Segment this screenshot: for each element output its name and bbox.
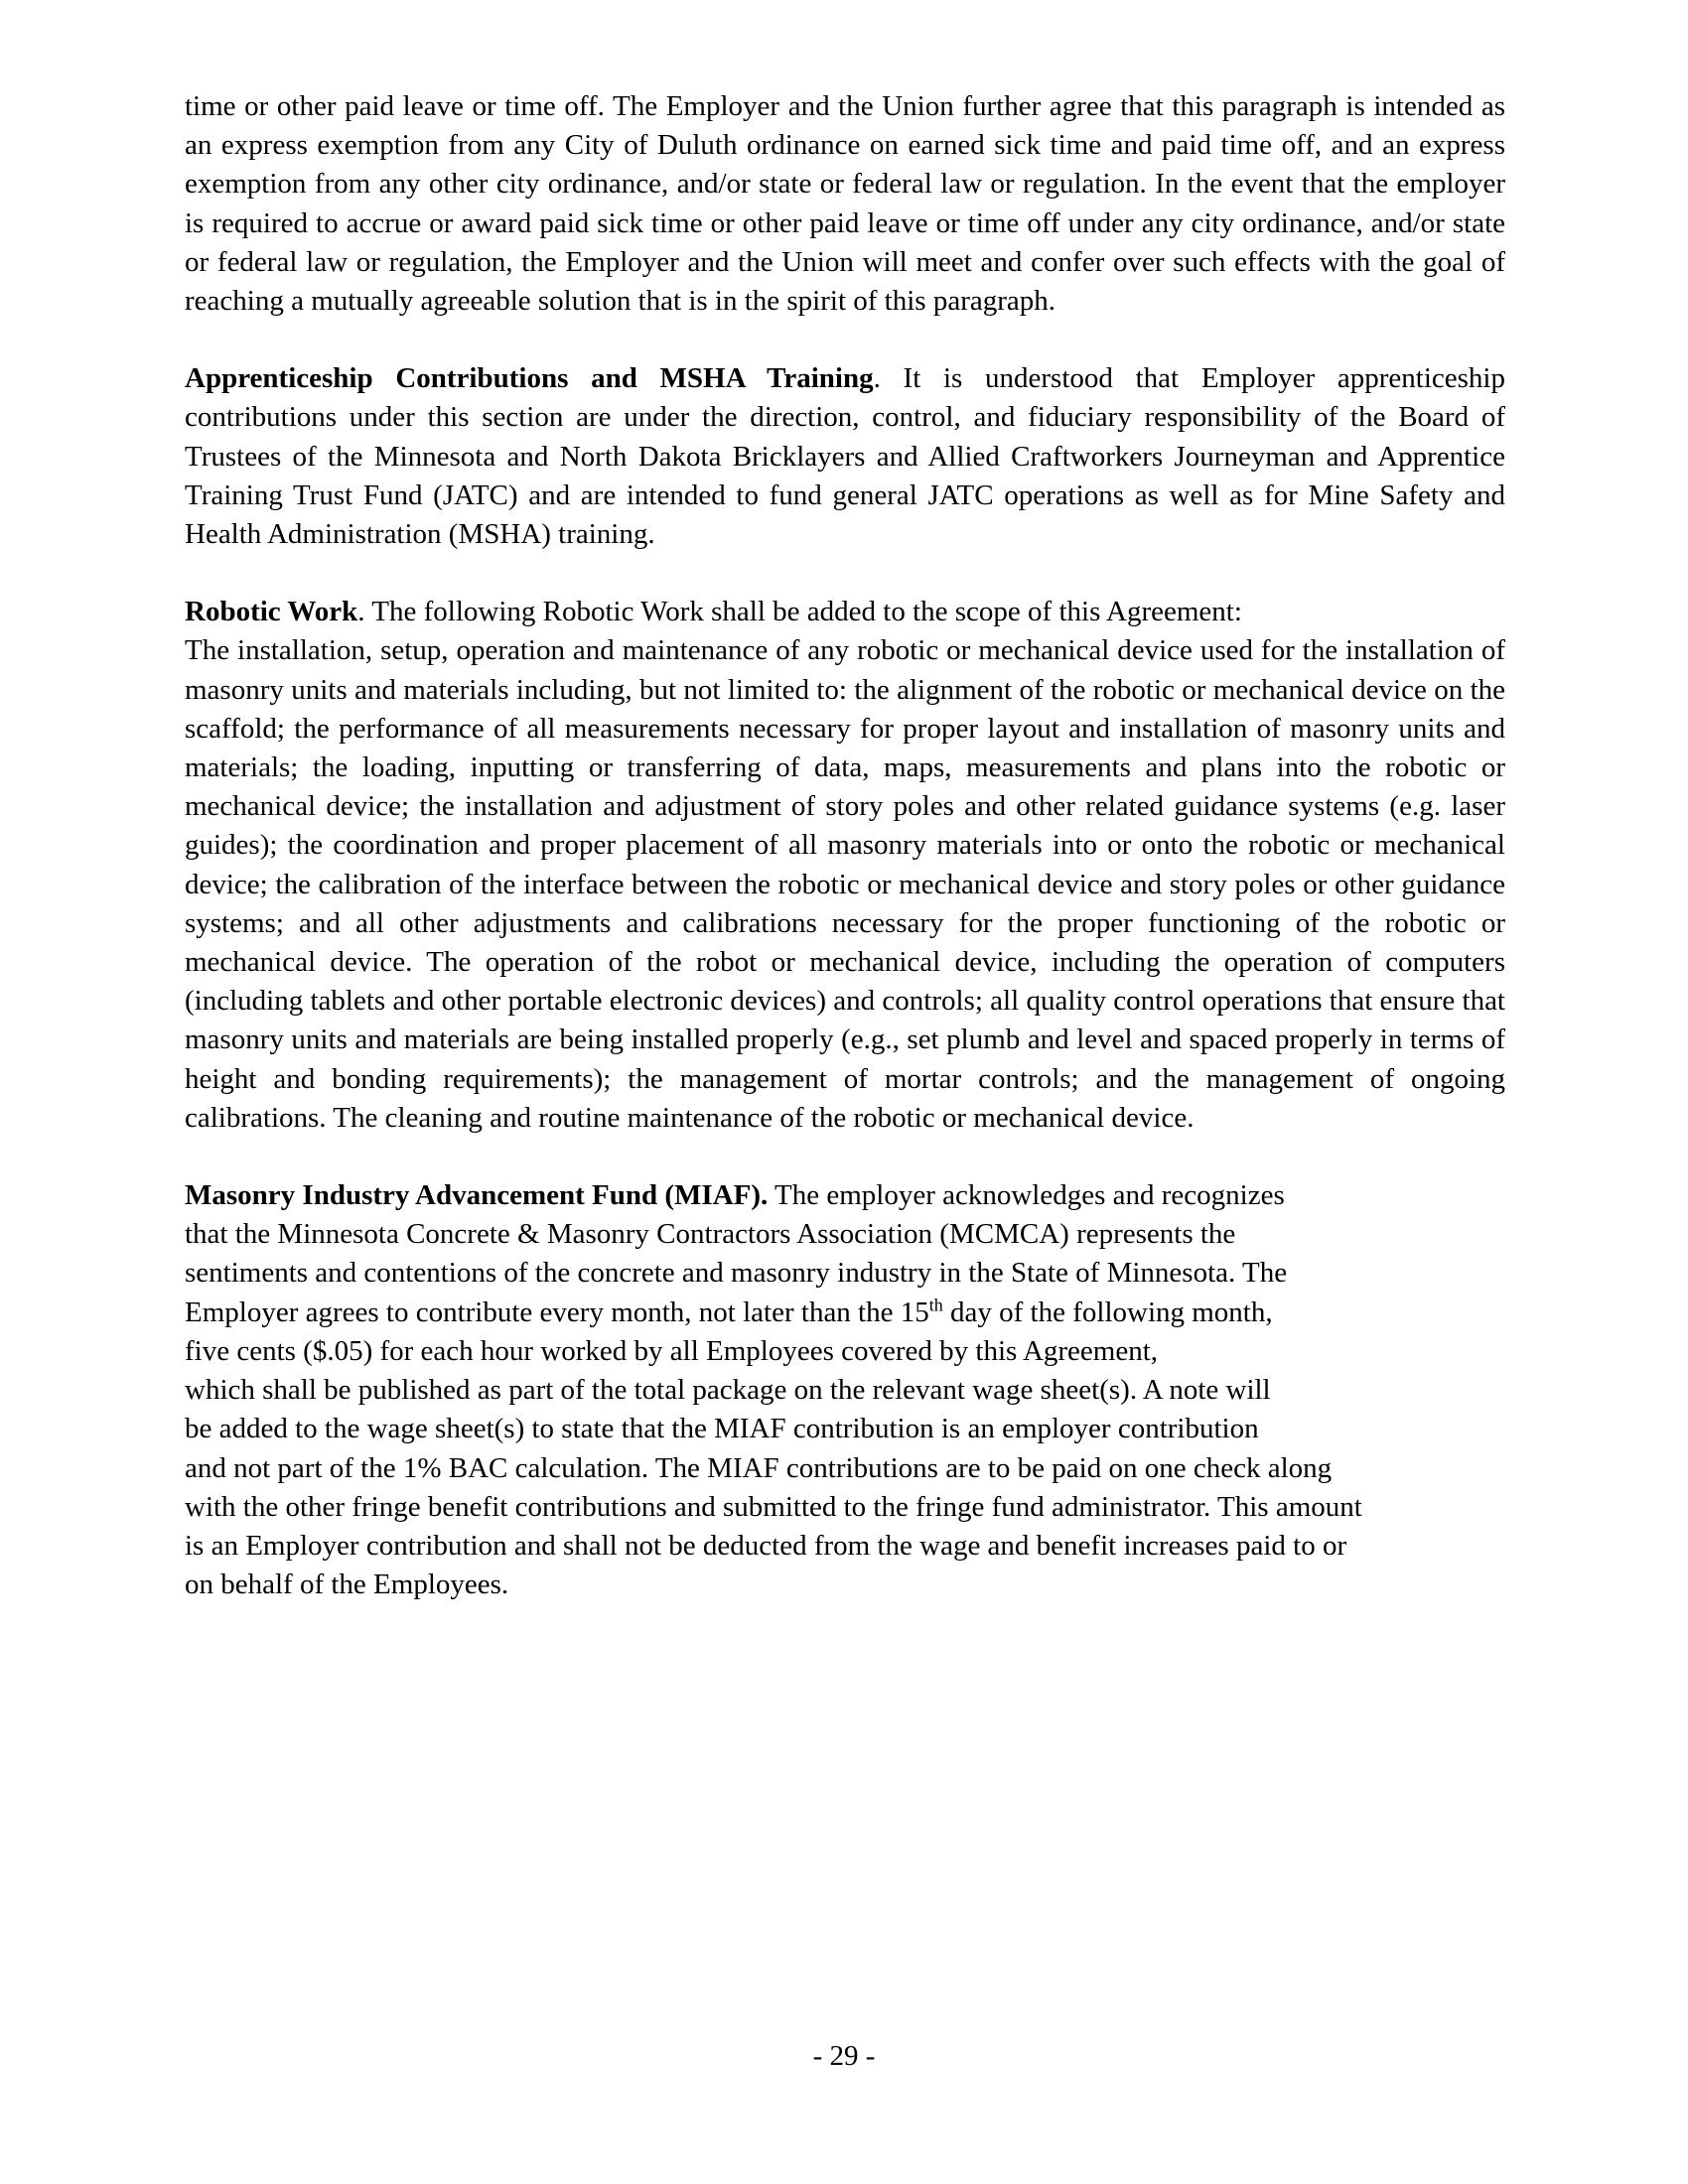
paragraph-line: which shall be published as part of the total package on the relevant wage sheet(s). A note will: [185, 1374, 1271, 1407]
paragraph-line: on behalf of the Employees.: [185, 1569, 509, 1601]
paragraph-intro-text: . The following Robotic Work shall be added to the scope of this Agreement:: [357, 596, 1242, 628]
paragraph-paid-leave: [185, 87, 1505, 321]
page-body: [185, 87, 1505, 1643]
section-heading-robotic-work: Robotic Work: [185, 596, 358, 628]
page-number: - 29 -: [812, 2040, 876, 2072]
section-heading-miaf: Masonry Industry Advancement Fund (MIAF).: [185, 1179, 769, 1212]
paragraph-line: be added to the wage sheet(s) to state that the MIAF contribution is an employer contribution: [185, 1413, 1259, 1445]
ordinal-superscript: th: [928, 1295, 943, 1315]
robotic-work-intro-line: [185, 593, 1505, 631]
paragraph-text: . It is understood that Employer apprenticeship contributions under this section are under the direction, control, and fiduciary responsibility of the Board of Trustees of the Minnesota and North Dakota Bricklayers and Allied Craftworkers Journeyman and Apprentice Training Trust Fund (JATC) and are intended to fund general JATC operations as well as for Mine Safety and Health Administration (MSHA) training.: [185, 362, 1505, 551]
paragraph-apprenticeship: [185, 359, 1505, 554]
paragraph-line: day of the following month,: [942, 1296, 1273, 1328]
paragraph-line: with the other fringe benefit contributions and submitted to the fringe fund administrator. This amount: [185, 1490, 1362, 1523]
paragraph-line: that the Minnesota Concrete & Masonry Contractors Association (MCMCA) represents the: [185, 1218, 1236, 1251]
paragraph-robotic-work: [185, 593, 1505, 1138]
paragraph-line: Employer agrees to contribute every month, not later than the 15: [185, 1296, 929, 1328]
paragraph-line: and not part of the 1% BAC calculation. The MIAF contributions are to be paid on one check along: [185, 1451, 1333, 1484]
paragraph-text: The installation, setup, operation and maintenance of any robotic or mechanical device used for the installation of masonry units and materials including, but not limited to: the alignment of the robotic or mechanical device on the scaffold; the performance of all measurements necessary for proper layout and installation of masonry units and materials; the loading, inputting or transferring of data, maps, measurements and plans into the robotic or mechanical device; the installation and adjustment of story poles and other related guidance systems (e.g. laser guides); the coordination and proper placement of all masonry materials into or onto the robotic or mechanical device; the calibration of the interface between the robotic or mechanical device and story poles or other guidance systems; and all other adjustments and calibrations necessary for the proper functioning of the robotic or mechanical device. The operation of the robot or mechanical device, including the operation of computers (including tablets and other portable electronic devices) and controls; all quality control operations that ensure that masonry units and materials are being installed properly (e.g., set plumb and level and spaced properly in terms of height and bonding requirements); the management of mortar controls; and the management of ongoing calibrations. The cleaning and routine maintenance of the robotic or mechanical device.: [185, 634, 1505, 1134]
paragraph-line: is an Employer contribution and shall not be deducted from the wage and benefit increases paid to or: [185, 1529, 1347, 1562]
paragraph-text: time or other paid leave or time off. The Employer and the Union further agree that this paragraph is intended as an express exemption from any City of Duluth ordinance on earned sick time and paid time off, and an express exemption from any other city ordinance, and/or state or federal law or regulation. In the event that the employer is required to accrue or award paid sick time or other paid leave or time off under any city ordinance, and/or state or federal law or regulation, the Employer and the Union will meet and confer over such effects with the goal of reaching a mutually agreeable solution that is in the spirit of this paragraph.: [185, 90, 1505, 318]
paragraph-line: sentiments and contentions of the concrete and masonry industry in the State of Minnesota. The: [185, 1257, 1288, 1290]
paragraph-line: five cents ($.05) for each hour worked by all Employees covered by this Agreement,: [185, 1334, 1159, 1367]
paragraph-miaf: [185, 1176, 1505, 1604]
paragraph-line: The employer acknowledges and recognizes: [768, 1179, 1285, 1212]
section-heading-apprenticeship: Apprenticeship Contributions and MSHA Training: [185, 362, 874, 395]
